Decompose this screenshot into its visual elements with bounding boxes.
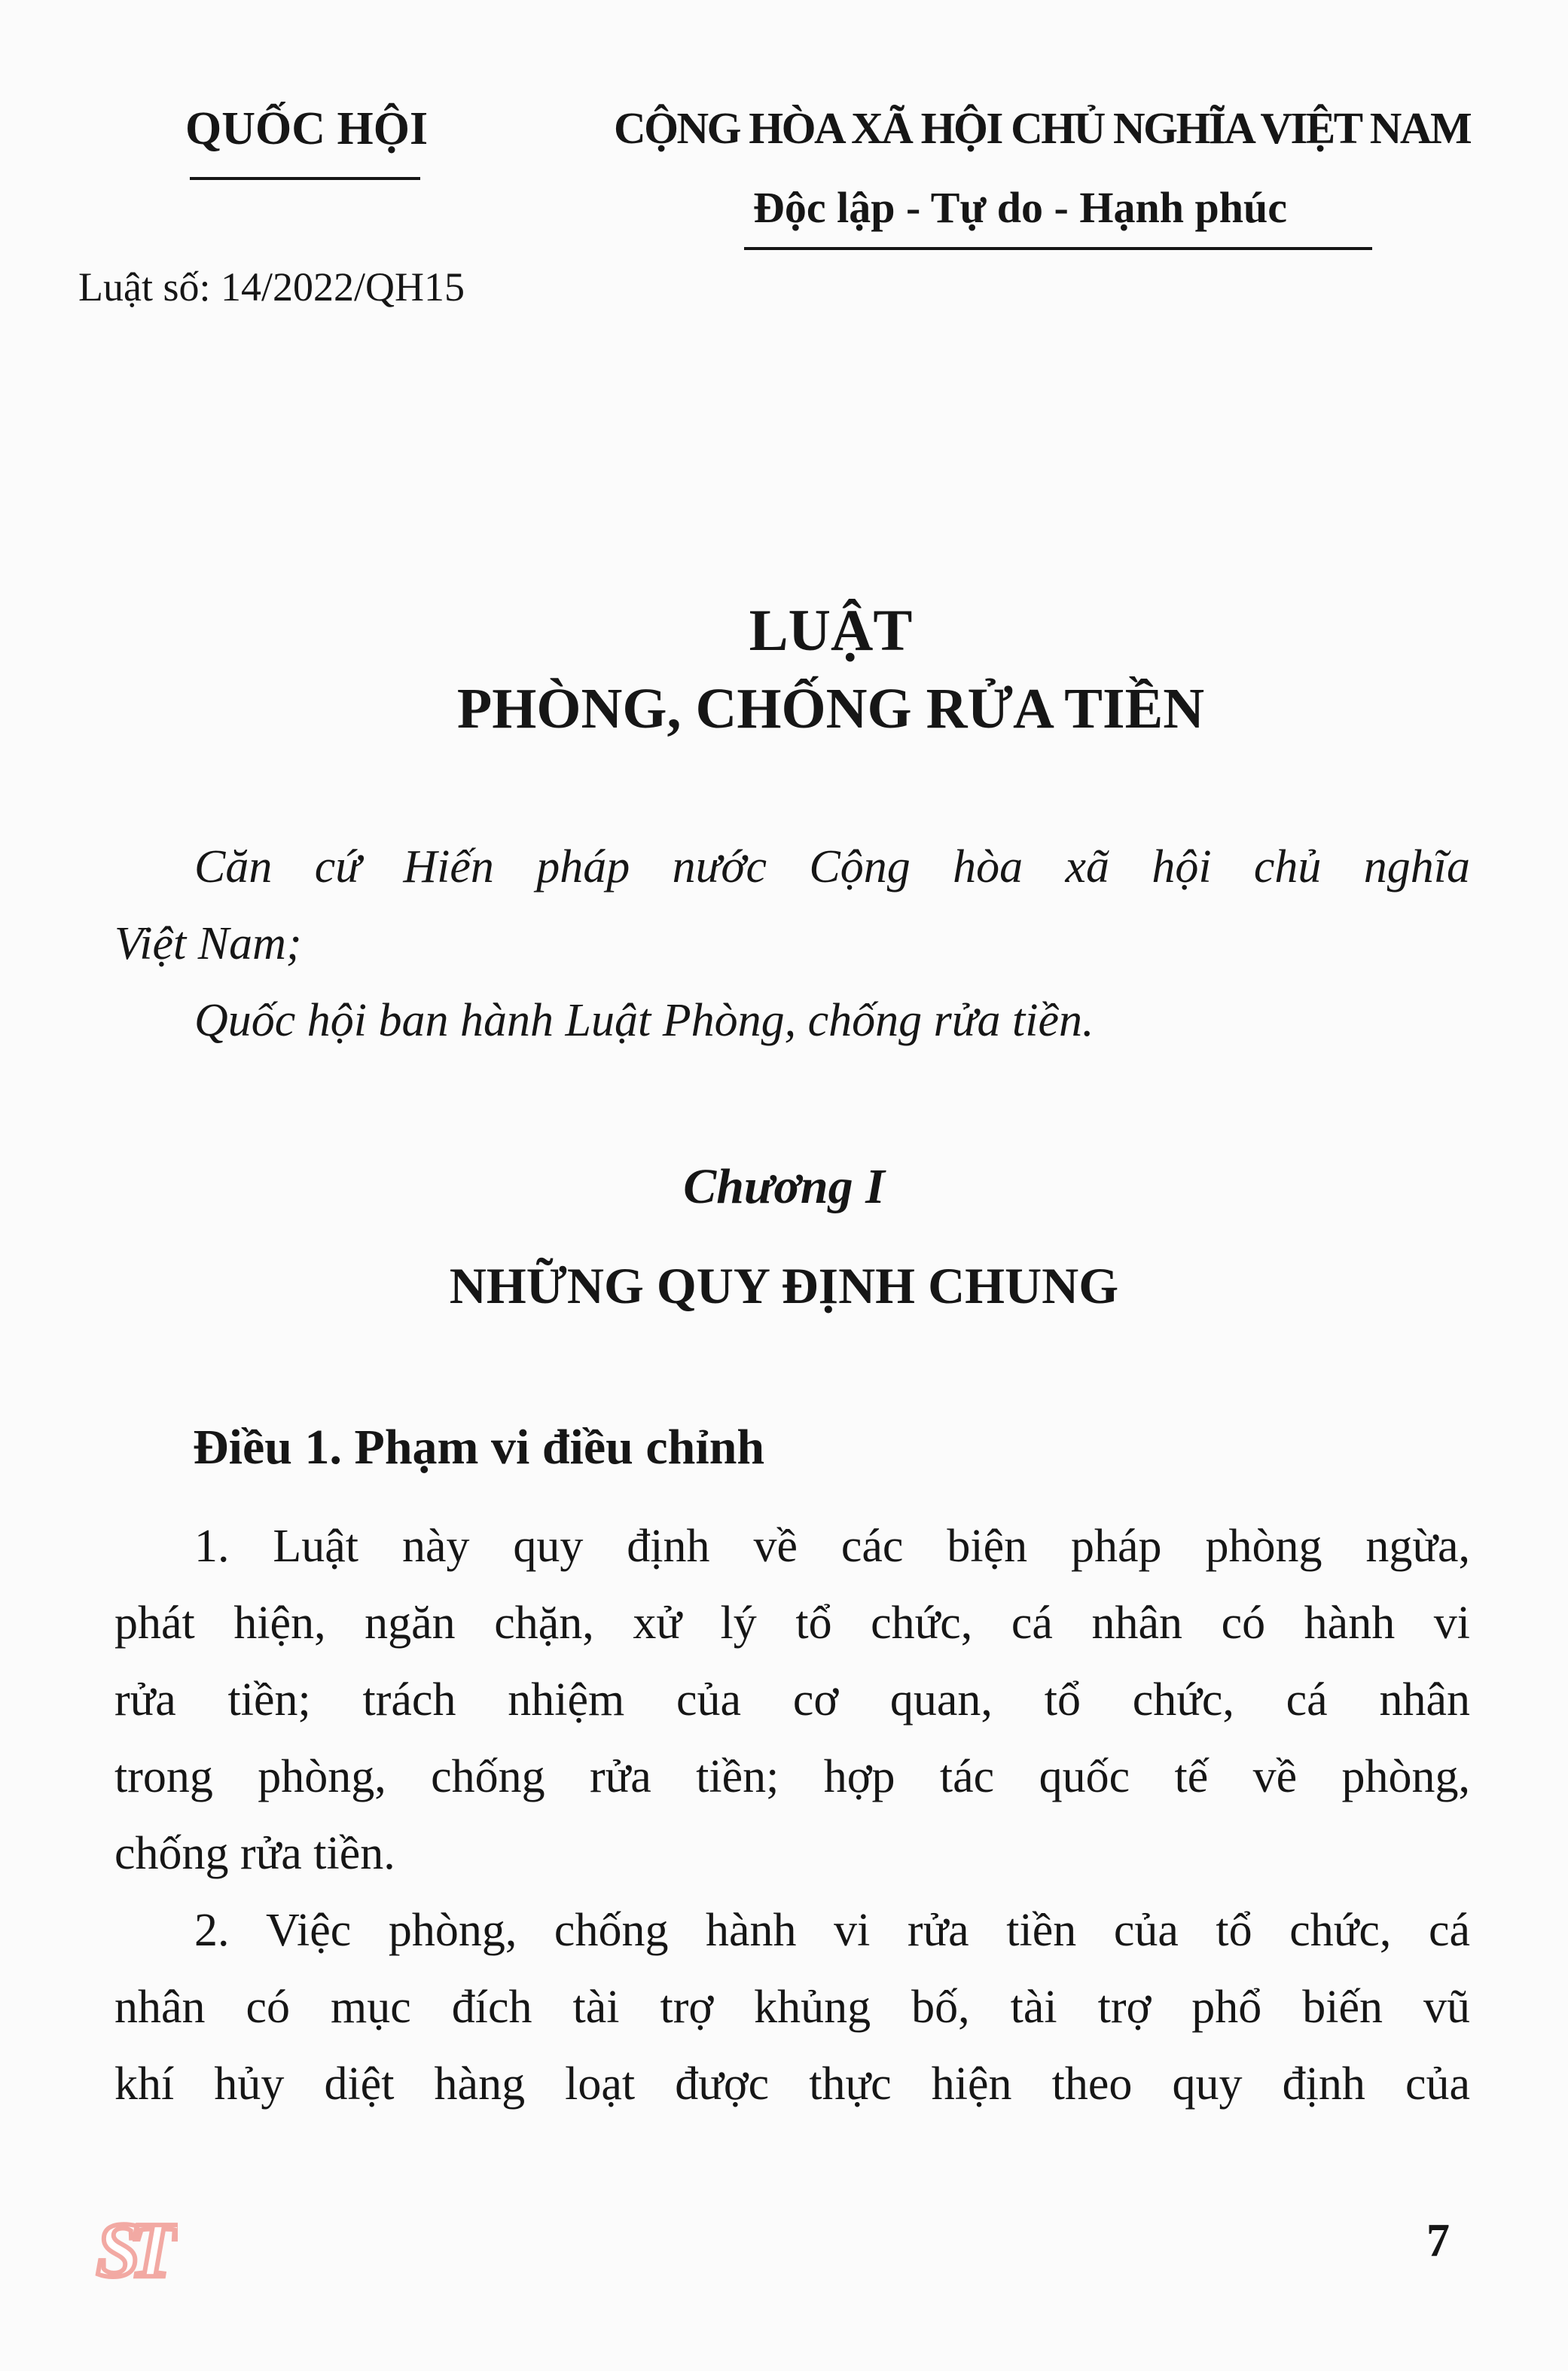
article-line-4: trong phòng, chống rửa tiền; hợp tác quốc tế về phòng, bbox=[114, 1751, 1470, 1802]
national-motto: Độc lập - Tự do - Hạnh phúc bbox=[753, 183, 1287, 232]
svg-text:ST: ST bbox=[96, 2207, 167, 2290]
issuing-agency: QUỐC HỘI bbox=[185, 103, 429, 154]
page-number: 7 bbox=[1426, 2215, 1450, 2266]
article-line-3: rửa tiền; trách nhiệm của cơ quan, tổ chức, cá nhân bbox=[114, 1674, 1470, 1726]
article-heading: Điều 1. Phạm vi điều chỉnh bbox=[193, 1420, 765, 1475]
preamble-line-2: Việt Nam; bbox=[114, 918, 302, 969]
article-line-7: nhân có mục đích tài trợ khủng bố, tài trợ phổ biến vũ bbox=[114, 1982, 1470, 2033]
agency-underline bbox=[190, 177, 420, 180]
article-line-8: khí hủy diệt hàng loạt được thực hiện theo quy định của bbox=[114, 2058, 1470, 2110]
motto-underline bbox=[744, 247, 1372, 250]
article-line-2: phát hiện, ngăn chặn, xử lý tổ chức, cá nhân có hành vi bbox=[114, 1597, 1470, 1649]
law-title: PHÒNG, CHỐNG RỬA TIỀN bbox=[456, 677, 1205, 740]
preamble-line-3: Quốc hội ban hành Luật Phòng, chống rửa tiền. bbox=[194, 995, 1094, 1046]
preamble-line-1: Căn cứ Hiến pháp nước Cộng hòa xã hội chủ nghĩa bbox=[194, 841, 1470, 893]
document-type-title: LUẬT bbox=[749, 597, 913, 663]
st-logo-icon bbox=[93, 2202, 178, 2290]
chapter-number: Chương I bbox=[683, 1159, 885, 1214]
chapter-title: NHỮNG QUY ĐỊNH CHUNG bbox=[449, 1257, 1119, 1314]
article-line-6: 2. Việc phòng, chống hành vi rửa tiền của tổ chức, cá bbox=[194, 1905, 1470, 1956]
law-number: Luật số: 14/2022/QH15 bbox=[78, 264, 465, 310]
article-line-1: 1. Luật này quy định về các biện pháp phòng ngừa, bbox=[194, 1521, 1470, 1572]
country-name: CỘNG HÒA XÃ HỘI CHỦ NGHĨA VIỆT NAM bbox=[614, 103, 1471, 153]
article-line-5: chống rửa tiền. bbox=[114, 1828, 395, 1879]
